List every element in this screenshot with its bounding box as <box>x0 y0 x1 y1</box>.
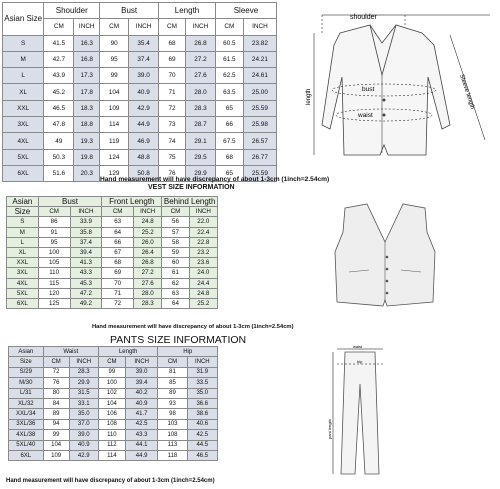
value-cell: 23.2 <box>189 247 217 257</box>
vest-header-behind-length: Behind Length <box>162 197 218 207</box>
unit-cm: CM <box>158 357 187 367</box>
value-cell: 31.5 <box>69 388 98 398</box>
value-cell: 43.3 <box>125 430 157 440</box>
vest-diagram <box>315 202 455 312</box>
size-cell: L <box>3 68 44 84</box>
table-row <box>9 398 218 408</box>
value-cell: 118 <box>158 450 187 460</box>
value-cell: 63 <box>162 288 189 298</box>
value-cell: 28.0 <box>134 288 162 298</box>
value-cell: 58 <box>162 237 189 247</box>
jacket-diagram <box>300 5 498 180</box>
jacket-note: Hand measurement will have discrepancy of about 1-3cm (1inch=2.54cm) <box>100 176 330 183</box>
pants-header-waist: Waist <box>43 347 98 357</box>
table-row <box>9 367 218 377</box>
value-cell: 33.1 <box>69 398 98 408</box>
value-cell: 25.2 <box>134 227 162 237</box>
value-cell: 44.5 <box>187 440 217 450</box>
table-row <box>3 84 277 100</box>
size-cell: XL <box>7 247 39 257</box>
vest-header-size-top: Asian <box>7 197 39 207</box>
value-cell: 89 <box>43 409 69 419</box>
value-cell: 24.0 <box>189 268 217 278</box>
value-cell: 38.6 <box>187 409 217 419</box>
value-cell: 29.9 <box>185 165 215 181</box>
vest-note: Hand measurement will have discrepancy of about 1-3cm (1inch=2.54cm) <box>92 324 294 330</box>
unit-inch: INCH <box>74 19 100 35</box>
value-cell: 35.4 <box>129 35 159 51</box>
value-cell: 110 <box>98 430 125 440</box>
value-cell: 39.4 <box>125 378 157 388</box>
value-cell: 44.9 <box>125 450 157 460</box>
value-cell: 66 <box>215 117 243 133</box>
table-row <box>3 133 277 149</box>
value-cell: 69 <box>159 51 186 67</box>
size-cell: 4XL <box>3 133 44 149</box>
size-cell: L <box>7 237 39 247</box>
jacket-header-shoulder: Shoulder <box>44 3 100 19</box>
table-row <box>7 247 218 257</box>
table-row <box>9 450 218 460</box>
value-cell: 24.8 <box>189 288 217 298</box>
value-cell: 42.5 <box>125 419 157 429</box>
table-row <box>7 227 218 237</box>
value-cell: 113 <box>158 440 187 450</box>
value-cell: 99 <box>100 68 129 84</box>
value-cell: 39.0 <box>125 367 157 377</box>
table-row <box>3 68 277 84</box>
size-cell: 6XL <box>3 165 44 181</box>
value-cell: 40.2 <box>125 388 157 398</box>
value-cell: 44.9 <box>129 117 159 133</box>
pants-hip-label: hip <box>357 359 363 364</box>
value-cell: 67.5 <box>215 133 243 149</box>
value-cell: 27.2 <box>185 51 215 67</box>
value-cell: 17.3 <box>74 68 100 84</box>
value-cell: 80 <box>43 388 69 398</box>
unit-cm: CM <box>100 19 129 35</box>
value-cell: 40.6 <box>187 419 217 429</box>
value-cell: 76 <box>43 378 69 388</box>
value-cell: 46.5 <box>44 100 74 116</box>
value-cell: 72 <box>43 367 69 377</box>
value-cell: 26.4 <box>134 247 162 257</box>
size-cell: 4XL/38 <box>9 430 44 440</box>
vest-header-front-length: Front Length <box>102 197 162 207</box>
value-cell: 25.00 <box>243 84 276 100</box>
value-cell: 71 <box>159 84 186 100</box>
jacket-size-table <box>2 2 277 182</box>
value-cell: 81 <box>158 367 187 377</box>
value-cell: 62 <box>162 278 189 288</box>
value-cell: 63 <box>102 217 134 227</box>
value-cell: 37.4 <box>70 237 102 247</box>
pants-header-hip: Hip <box>158 347 218 357</box>
table-row <box>9 430 218 440</box>
table-row <box>3 149 277 165</box>
length-label: length <box>306 88 312 105</box>
value-cell: 67 <box>102 247 134 257</box>
value-cell: 105 <box>38 258 70 268</box>
value-cell: 24.8 <box>134 217 162 227</box>
waist-label: waist <box>358 112 373 119</box>
vest-header-bust: Bust <box>38 197 102 207</box>
size-cell: XXL <box>3 100 44 116</box>
pants-note: Hand measurement will have discrepancy of about 1-3cm (1inch=2.54cm) <box>6 478 215 484</box>
value-cell: 40.9 <box>125 398 157 408</box>
size-cell: XL <box>3 84 44 100</box>
value-cell: 19.8 <box>74 149 100 165</box>
value-cell: 33.5 <box>187 378 217 388</box>
size-cell: L/31 <box>9 388 44 398</box>
value-cell: 71 <box>102 288 134 298</box>
value-cell: 98 <box>158 409 187 419</box>
value-cell: 24.4 <box>189 278 217 288</box>
value-cell: 35.0 <box>187 388 217 398</box>
value-cell: 64 <box>102 227 134 237</box>
value-cell: 37.0 <box>69 419 98 429</box>
value-cell: 72 <box>102 298 134 308</box>
value-cell: 76 <box>159 165 186 181</box>
size-cell: S <box>7 217 39 227</box>
value-cell: 66 <box>102 237 134 247</box>
table-row <box>7 217 218 227</box>
table-row <box>3 100 277 116</box>
size-cell: XXL/34 <box>9 409 44 419</box>
value-cell: 29.9 <box>69 378 98 388</box>
value-cell: 24.61 <box>243 68 276 84</box>
value-cell: 84 <box>43 398 69 408</box>
value-cell: 108 <box>98 419 125 429</box>
value-cell: 28.3 <box>69 367 98 377</box>
unit-inch: INCH <box>129 19 159 35</box>
value-cell: 104 <box>100 84 129 100</box>
table-row <box>9 409 218 419</box>
value-cell: 45.2 <box>44 84 74 100</box>
pants-diagram <box>325 344 395 479</box>
size-cell: 3XL <box>7 268 39 278</box>
value-cell: 25.98 <box>243 117 276 133</box>
bust-label: bust <box>362 86 375 93</box>
table-row <box>3 51 277 67</box>
value-cell: 64 <box>162 298 189 308</box>
value-cell: 49.2 <box>70 298 102 308</box>
unit-inch: INCH <box>125 357 157 367</box>
size-cell: 3XL <box>3 117 44 133</box>
value-cell: 108 <box>158 430 187 440</box>
shoulder-label: shoulder <box>350 14 377 21</box>
jacket-header-bust: Bust <box>100 3 159 19</box>
pants-header-length: Length <box>98 347 158 357</box>
table-row <box>9 378 218 388</box>
value-cell: 112 <box>98 440 125 450</box>
table-row <box>9 419 218 429</box>
value-cell: 25.59 <box>243 100 276 116</box>
unit-inch: INCH <box>189 207 217 217</box>
value-cell: 124 <box>100 149 129 165</box>
value-cell: 110 <box>38 268 70 278</box>
size-cell: 4XL <box>7 278 39 288</box>
value-cell: 39.0 <box>69 430 98 440</box>
size-cell: XXL <box>7 258 39 268</box>
value-cell: 28.3 <box>134 298 162 308</box>
value-cell: 63.5 <box>215 84 243 100</box>
table-row <box>7 258 218 268</box>
value-cell: 39.0 <box>129 68 159 84</box>
value-cell: 17.8 <box>74 84 100 100</box>
value-cell: 61.5 <box>215 51 243 67</box>
value-cell: 29.5 <box>185 149 215 165</box>
value-cell: 41.3 <box>70 258 102 268</box>
value-cell: 109 <box>43 450 69 460</box>
value-cell: 26.8 <box>185 35 215 51</box>
size-cell: M <box>7 227 39 237</box>
value-cell: 29.1 <box>185 133 215 149</box>
value-cell: 24.21 <box>243 51 276 67</box>
value-cell: 47.2 <box>70 288 102 298</box>
table-row <box>7 298 218 308</box>
pants-header-size-bottom: Size <box>9 357 44 367</box>
value-cell: 18.3 <box>74 100 100 116</box>
value-cell: 99 <box>43 430 69 440</box>
value-cell: 42.9 <box>129 100 159 116</box>
value-cell: 93 <box>158 398 187 408</box>
value-cell: 39.4 <box>70 247 102 257</box>
value-cell: 20.3 <box>74 165 100 181</box>
value-cell: 25.2 <box>189 298 217 308</box>
value-cell: 37.4 <box>129 51 159 67</box>
size-cell: S <box>3 35 44 51</box>
value-cell: 44.1 <box>125 440 157 450</box>
unit-cm: CM <box>102 207 134 217</box>
unit-cm: CM <box>44 19 74 35</box>
value-cell: 95 <box>100 51 129 67</box>
value-cell: 106 <box>98 409 125 419</box>
unit-cm: CM <box>162 207 189 217</box>
value-cell: 46.9 <box>129 133 159 149</box>
unit-inch: INCH <box>70 207 102 217</box>
size-cell: 6XL <box>9 450 44 460</box>
value-cell: 43.9 <box>44 68 74 84</box>
value-cell: 23.6 <box>189 258 217 268</box>
value-cell: 41.5 <box>44 35 74 51</box>
value-cell: 26.57 <box>243 133 276 149</box>
value-cell: 100 <box>38 247 70 257</box>
value-cell: 70 <box>159 68 186 84</box>
value-cell: 40.9 <box>69 440 98 450</box>
value-cell: 26.8 <box>134 258 162 268</box>
size-cell: 6XL <box>7 298 39 308</box>
value-cell: 72 <box>159 100 186 116</box>
unit-cm: CM <box>38 207 70 217</box>
value-cell: 31.9 <box>187 367 217 377</box>
value-cell: 100 <box>98 378 125 388</box>
value-cell: 41.7 <box>125 409 157 419</box>
value-cell: 115 <box>38 278 70 288</box>
value-cell: 114 <box>98 450 125 460</box>
value-cell: 25.59 <box>243 165 276 181</box>
value-cell: 65 <box>215 165 243 181</box>
value-cell: 42.5 <box>187 430 217 440</box>
vest-size-table <box>6 196 218 309</box>
pants-title: PANTS SIZE INFORMATION <box>110 334 247 346</box>
table-row <box>7 268 218 278</box>
value-cell: 16.3 <box>74 35 100 51</box>
value-cell: 65 <box>215 100 243 116</box>
value-cell: 104 <box>98 398 125 408</box>
value-cell: 27.2 <box>134 268 162 278</box>
sleeve-label: Sleeve length <box>458 73 476 111</box>
value-cell: 94 <box>43 419 69 429</box>
value-cell: 47.8 <box>44 117 74 133</box>
unit-cm: CM <box>159 19 186 35</box>
value-cell: 43.3 <box>70 268 102 278</box>
value-cell: 51.6 <box>44 165 74 181</box>
value-cell: 89 <box>158 388 187 398</box>
jacket-header-sleeve: Sleeve <box>215 3 276 19</box>
table-row <box>3 117 277 133</box>
value-cell: 40.9 <box>129 84 159 100</box>
value-cell: 103 <box>158 419 187 429</box>
value-cell: 85 <box>158 378 187 388</box>
value-cell: 45.3 <box>70 278 102 288</box>
pants-size-table <box>8 346 218 461</box>
vest-header-size-bottom: Size <box>7 207 39 217</box>
size-cell: M/30 <box>9 378 44 388</box>
value-cell: 91 <box>38 227 70 237</box>
value-cell: 59 <box>162 247 189 257</box>
value-cell: 68 <box>159 35 186 51</box>
value-cell: 68 <box>215 149 243 165</box>
value-cell: 22.8 <box>189 237 217 247</box>
jacket-header-size: Asian Size <box>3 3 44 36</box>
pants-waist-label: waist <box>353 344 363 349</box>
value-cell: 69 <box>102 268 134 278</box>
unit-inch: INCH <box>185 19 215 35</box>
size-cell: S/29 <box>9 367 44 377</box>
value-cell: 61 <box>162 268 189 278</box>
table-row <box>9 440 218 450</box>
value-cell: 36.6 <box>187 398 217 408</box>
value-cell: 114 <box>100 117 129 133</box>
value-cell: 22.4 <box>189 227 217 237</box>
jacket-header-length: Length <box>159 3 216 19</box>
unit-inch: INCH <box>187 357 217 367</box>
value-cell: 68 <box>102 258 134 268</box>
value-cell: 35.8 <box>70 227 102 237</box>
value-cell: 95 <box>38 237 70 247</box>
value-cell: 28.7 <box>185 117 215 133</box>
value-cell: 19.3 <box>74 133 100 149</box>
value-cell: 33.9 <box>70 217 102 227</box>
value-cell: 23.82 <box>243 35 276 51</box>
size-cell: 5XL/40 <box>9 440 44 450</box>
value-cell: 50.8 <box>129 165 159 181</box>
value-cell: 42.9 <box>69 450 98 460</box>
value-cell: 26.77 <box>243 149 276 165</box>
value-cell: 70 <box>102 278 134 288</box>
size-cell: 5XL <box>7 288 39 298</box>
value-cell: 16.8 <box>74 51 100 67</box>
value-cell: 86 <box>38 217 70 227</box>
value-cell: 22.0 <box>189 217 217 227</box>
value-cell: 46.5 <box>187 450 217 460</box>
unit-inch: INCH <box>243 19 276 35</box>
unit-cm: CM <box>215 19 243 35</box>
value-cell: 99 <box>98 367 125 377</box>
value-cell: 28.0 <box>185 84 215 100</box>
vest-title: VEST SIZE INFORMATION <box>148 184 235 191</box>
value-cell: 50.3 <box>44 149 74 165</box>
value-cell: 48.8 <box>129 149 159 165</box>
pants-length-label: pant length <box>327 419 332 439</box>
value-cell: 120 <box>38 288 70 298</box>
size-cell: XL/32 <box>9 398 44 408</box>
table-row <box>3 35 277 51</box>
value-cell: 28.3 <box>185 100 215 116</box>
value-cell: 18.8 <box>74 117 100 133</box>
value-cell: 75 <box>159 149 186 165</box>
value-cell: 60 <box>162 258 189 268</box>
value-cell: 74 <box>159 133 186 149</box>
value-cell: 35.0 <box>69 409 98 419</box>
size-cell: 5XL <box>3 149 44 165</box>
value-cell: 102 <box>98 388 125 398</box>
unit-inch: INCH <box>134 207 162 217</box>
value-cell: 27.6 <box>134 278 162 288</box>
value-cell: 49 <box>44 133 74 149</box>
size-cell: M <box>3 51 44 67</box>
value-cell: 129 <box>100 165 129 181</box>
unit-cm: CM <box>98 357 125 367</box>
value-cell: 104 <box>43 440 69 450</box>
value-cell: 56 <box>162 217 189 227</box>
value-cell: 90 <box>100 35 129 51</box>
value-cell: 119 <box>100 133 129 149</box>
table-row <box>7 288 218 298</box>
table-row <box>7 278 218 288</box>
value-cell: 73 <box>159 117 186 133</box>
value-cell: 26.0 <box>134 237 162 247</box>
value-cell: 57 <box>162 227 189 237</box>
size-cell: 3XL/36 <box>9 419 44 429</box>
value-cell: 62.5 <box>215 68 243 84</box>
value-cell: 125 <box>38 298 70 308</box>
value-cell: 60.5 <box>215 35 243 51</box>
table-row <box>9 388 218 398</box>
value-cell: 42.7 <box>44 51 74 67</box>
pants-header-size-top: Asian <box>9 347 44 357</box>
value-cell: 109 <box>100 100 129 116</box>
unit-inch: INCH <box>69 357 98 367</box>
table-row <box>7 237 218 247</box>
unit-cm: CM <box>43 357 69 367</box>
value-cell: 27.6 <box>185 68 215 84</box>
